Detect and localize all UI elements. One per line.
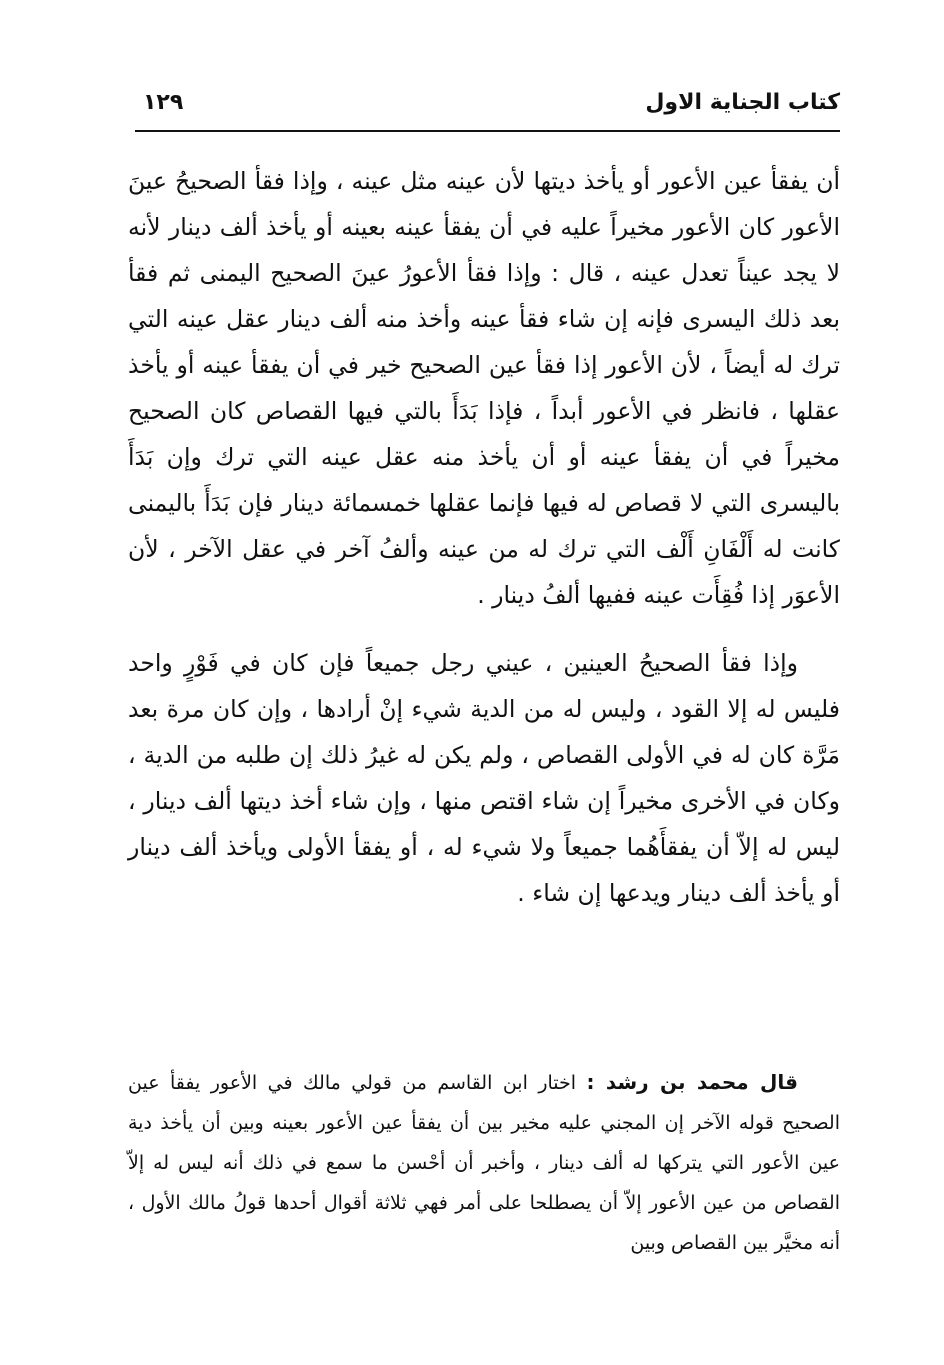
main-text: [128, 158, 840, 916]
commentary-text: اختار ابن القاسم من قولي مالك في الأعور يفقأ عين الصحيح قوله الآخر إن المجني عليه مخير بين أن يفقأ عين الأعور بعينه وبين أن يأخذ دية عين الأعور التي يتركها له ألف دينار ، وأخبر أن أحْسن ما سمع في ذلك أنه ليس له إلاّ القصاص من عين الأعور إلاّ أن يصطلحا على أمر فهي ثلاثة أقوال أحدها قولُ مالك الأول ، أنه مخيَّر بين القصاص وبين: [128, 1072, 840, 1254]
commentary-speaker: قال محمد بن رشد :: [586, 1070, 799, 1094]
running-header: [135, 90, 840, 126]
main-paragraph-2: وإذا فقأ الصحيحُ العينين ، عيني رجل جميعاً فإن كان في فَوْرٍ واحد فليس له إلا القود ، وليس له من الدية شيء إنْ أرادها ، وإن كان مرة بعد مَرَّة كان له في الأولى القصاص ، ولم يكن له غيرُ ذلك إن طلبه من الدية ، وكان في الأخرى مخيراً إن شاء اقتص منها ، وإن شاء أخذ ديتها ألف دينار ، ليس له إلاّ أن يفقأَهُما جميعاً ولا شيء له ، أو يفقأ الأولى ويأخذ ألف دينار أو يأخذ ألف دينار ويدعها إن شاء .: [128, 649, 840, 907]
commentary-paragraph: [128, 1062, 840, 1263]
chapter-title: كتاب الجناية الاول: [645, 90, 840, 115]
main-paragraph-1: أن يفقأ عين الأعور أو يأخذ ديتها لأن عينه مثل عينه ، وإذا فقأ الصحيحُ عينَ الأعور كان الأعور مخيراً عليه في أن يفقأ عينه بعينه أو يأخذ ألف دينار لأنه لا يجد عيناً تعدل عينه ، قال : وإذا فقأ الأعورُ عينَ الصحيح اليمنى ثم فقأ بعد ذلك اليسرى فإنه إن شاء فقأ عينه وأخذ منه ألف دينار عقل عينه التي ترك له أيضاً ، لأن الأعور إذا فقأ عين الصحيح خير في أن يفقأ عينه أو يأخذ عقلها ، فانظر في الأعور أبداً ، فإذا بَدَأَ بالتي فيها القصاص كان الصحيح مخيراً في أن يفقأ عينه أو أن يأخذ منه عقل عينه التي ترك وإن بَدَأَ باليسرى التي لا قصاص له فيها فإنما عقلها خمسمائة دينار فإن بَدَأَ باليمنى كانت له أَلْفَانِ أَلْف التي ترك له من عينه وألفُ آخر في عقل الآخر ، لأن الأعوَر إذا فُقِأَت عينه ففيها ألفُ دينار .: [128, 167, 840, 609]
commentary: [128, 1062, 840, 1263]
header-divider: [135, 130, 840, 132]
page-number: ١٢٩: [143, 90, 184, 115]
